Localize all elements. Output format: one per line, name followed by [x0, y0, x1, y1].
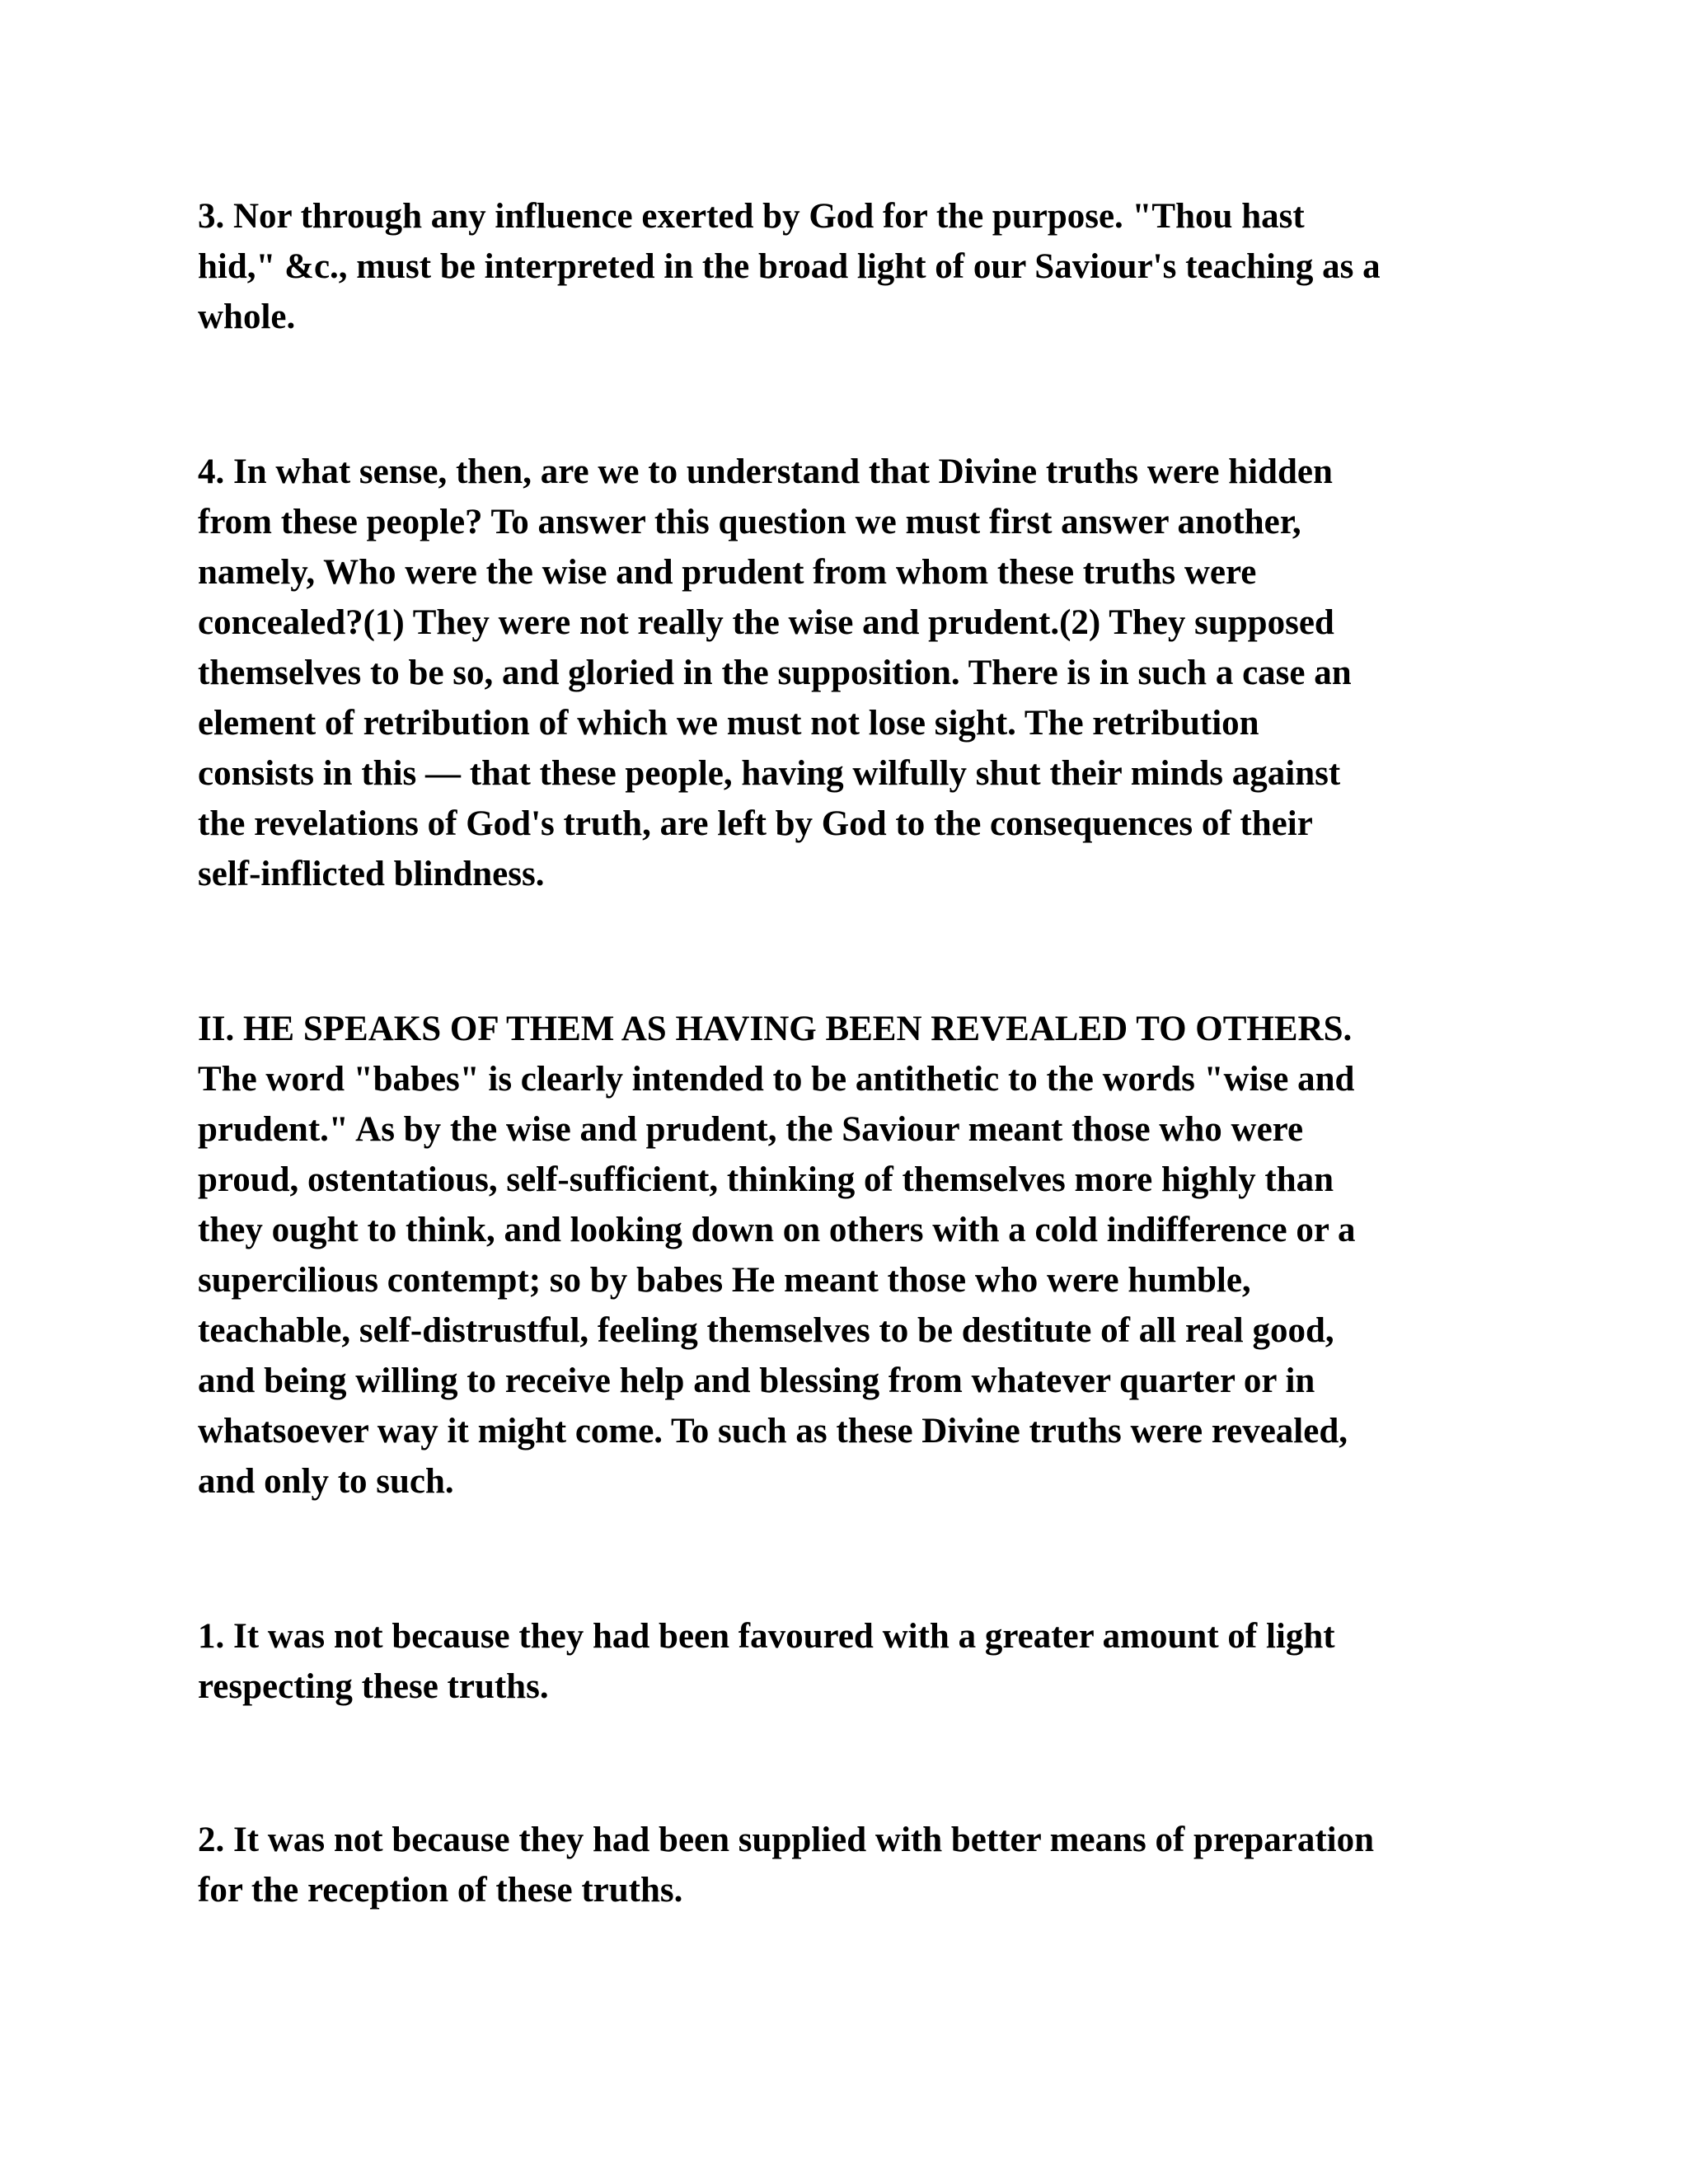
paragraph-point-2 — [198, 1815, 1484, 1915]
text-line: whole. — [198, 298, 296, 336]
text-line: consists in this — that these people, having wilfully shut their minds against — [198, 754, 1341, 793]
text-line: self-inflicted blindness. — [198, 855, 545, 893]
text-line: whatsoever way it might come. To such as these Divine truths were revealed, — [198, 1412, 1348, 1451]
text-line: supercilious contempt; so by babes He meant those who were humble, — [198, 1261, 1251, 1300]
text-line: 3. Nor through any influence exerted by God for the purpose. "Thou hast — [198, 197, 1305, 236]
text-line: 4. In what sense, then, are we to understand that Divine truths were hidden — [198, 452, 1333, 491]
text-line: from these people? To answer this question we must first answer another, — [198, 503, 1301, 541]
text-line: proud, ostentatious, self-sufficient, thinking of themselves more highly than — [198, 1160, 1334, 1199]
text-line: and only to such. — [198, 1462, 454, 1501]
text-line: element of retribution of which we must not lose sight. The retribution — [198, 704, 1259, 743]
text-line: prudent." As by the wise and prudent, the Saviour meant those who were — [198, 1110, 1304, 1149]
text-line: teachable, self-distrustful, feeling themselves to be destitute of all real good, — [198, 1311, 1334, 1350]
paragraph-section-ii — [198, 1004, 1484, 1507]
text-line: the revelations of God's truth, are left by God to the consequences of their — [198, 804, 1313, 843]
text-line: themselves to be so, and gloried in the supposition. There is in such a case an — [198, 654, 1352, 692]
text-line: namely, Who were the wise and prudent from whom these truths were — [198, 553, 1257, 592]
text-line: they ought to think, and looking down on others with a cold indifference or a — [198, 1211, 1356, 1249]
text-line: hid," &c., must be interpreted in the broad light of our Saviour's teaching as a — [198, 247, 1381, 286]
text-line: 2. It was not because they had been supplied with better means of preparation — [198, 1821, 1375, 1859]
text-line: and being willing to receive help and blessing from whatever quarter or in — [198, 1361, 1315, 1400]
text-line: for the reception of these truths. — [198, 1871, 683, 1910]
text-line: The word "babes" is clearly intended to be antithetic to the words "wise and — [198, 1060, 1355, 1099]
paragraph-point-4 — [198, 447, 1484, 899]
paragraph-point-3 — [198, 191, 1484, 342]
text-line: 1. It was not because they had been favoured with a greater amount of light — [198, 1617, 1335, 1656]
paragraph-point-1 — [198, 1611, 1484, 1712]
text-line: concealed?(1) They were not really the wise and prudent.(2) They supposed — [198, 603, 1334, 642]
section-heading-line: II. HE SPEAKS OF THEM AS HAVING BEEN REVEALED TO OTHERS. — [198, 1010, 1353, 1048]
text-line: respecting these truths. — [198, 1667, 549, 1706]
